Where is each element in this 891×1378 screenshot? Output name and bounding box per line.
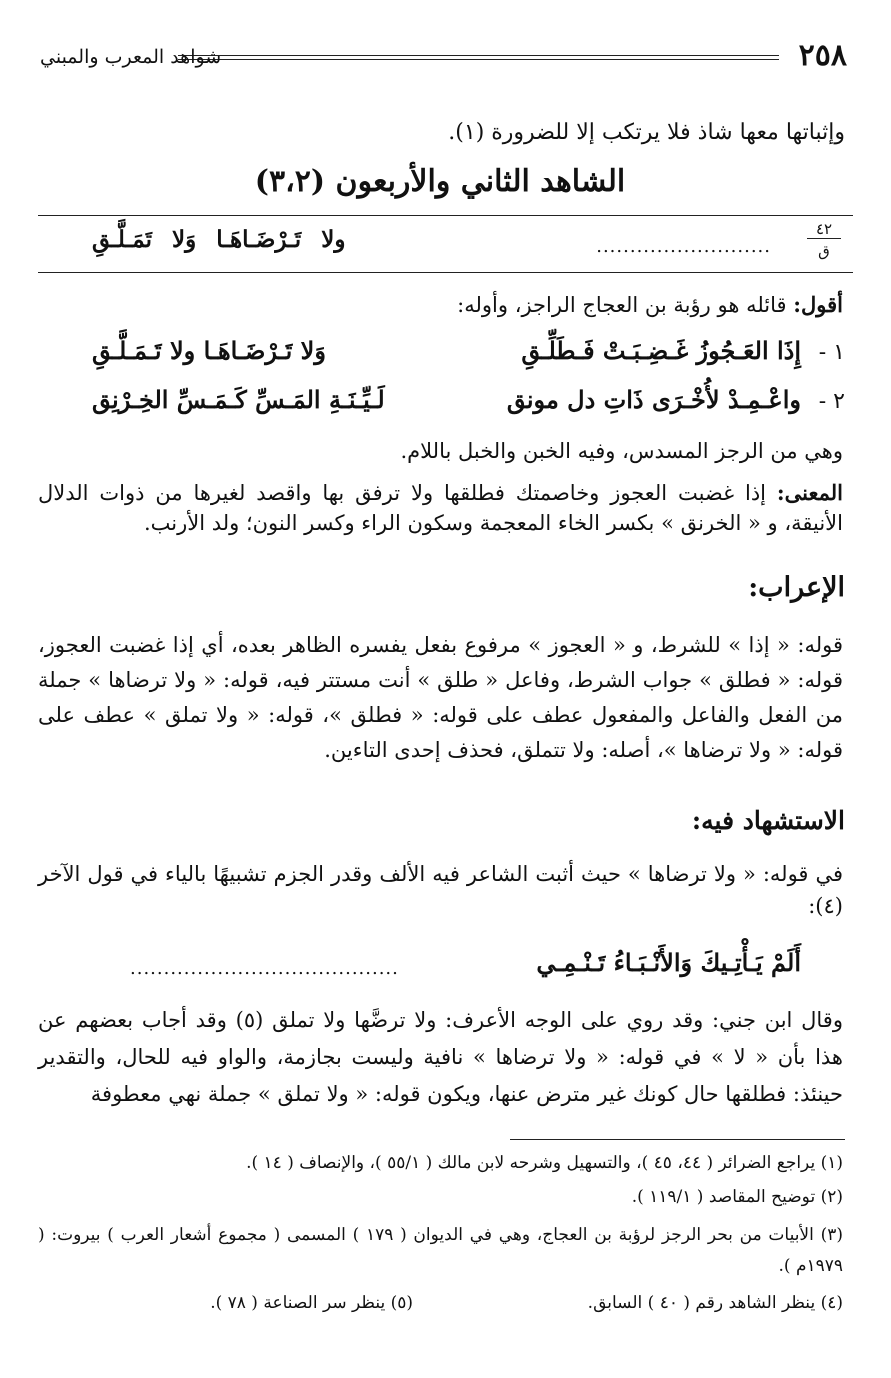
closing-paragraph: وقال ابن جني: وقد روي على الوجه الأعرف: ولا ترضَّها ولا تملق (٥) وقد أجاب بعضهم عن هذا بأن « لا » في قوله: « ولا ترضاها » نافية وليست بجازمة، والواو فيه للحال، والتقدير حينئذ: فطلقها حال كونك غير مترض عنها، ويكون قوله: « ولا تملق » جملة نهي معطوفة	[38, 1008, 843, 1106]
shahid-verse: ولا تَـرْضَـاهَـا وَلا تَمَـلَّـقِ	[92, 226, 346, 253]
footnote-1: (١) يراجع الضرائر ( ٤٤، ٤٥ )، والتسهيل وشرحه لابن مالك ( ٥٥/١ )، والإنصاف ( ١٤ ).	[246, 1153, 843, 1173]
meter-line: وهي من الرجز المسدس، وفيه الخبن والخبل باللام.	[400, 439, 843, 463]
shahid-box-top-rule	[38, 215, 853, 216]
verse-1-first-hemistich: إِذَا العَـجُوزُ غَـضِـبَـتْ فَـطَلِّـقِ	[521, 336, 801, 365]
shahid-dots: ..........................	[596, 236, 771, 257]
running-title: شواهد المعرب والمبني	[40, 46, 222, 68]
footnote-rule	[510, 1139, 845, 1140]
aqul-label: أقول:	[793, 292, 843, 317]
irab-heading: الإعراب:	[748, 572, 845, 603]
shahid-box-bottom-rule	[38, 272, 853, 273]
aqul-line	[457, 290, 843, 320]
aqul-text: قائله هو رؤبة بن العجاج الراجز، وأوله:	[457, 293, 794, 317]
verse-2-first-hemistich: واعْـمِـدْ لأُخْـرَى ذَاتِ دل مونق	[506, 385, 801, 414]
intro-line: وإثباتها معها شاذ فلا يرتكب إلا للضرورة (١).	[448, 120, 845, 145]
istishhad-heading: الاستشهاد فيه:	[691, 806, 845, 835]
verse-1-second-hemistich: وَلا تَـرْضَـاهَـا ولا تَـمَـلَّـقِ	[92, 336, 326, 365]
irab-paragraph: قوله: « إذا » للشرط، و « العجوز » مرفوع بفعل يفسره الظاهر بعده، أي إذا غضبت العجوز، قوله: « فطلق » جواب الشرط، وفاعل « طلق » أنت مستتر فيه، قوله: « ولا ترضاها » جملة من الفعل والفاعل والمفعول عطف على قوله: « فطلق »، قوله: « ولا تملق » عطف على قوله: « ولا ترضاها »، أصله: ولا تتملق، فحذف إحدى التاءين.	[38, 633, 843, 762]
footnote-2: (٢) توضيح المقاصد ( ١١٩/١ ).	[631, 1187, 843, 1207]
page-number: ٢٥٨	[798, 38, 847, 73]
meaning-paragraph	[38, 478, 843, 538]
footnote-3: (٣) الأبيات من بحر الرجز لرؤبة بن العجاج، وهي في الديوان ( ١٧٩ ) المسمى ( مجموع أشعار العرب ) بيروت: ( ١٩٧٩م ).	[38, 1225, 843, 1276]
shahid-number: ٤٢	[807, 220, 841, 239]
shahid-letter: ق	[818, 242, 830, 260]
verse-2-number: ٢ -	[818, 389, 845, 414]
istishhad-paragraph: في قوله: « ولا ترضاها » حيث أثبت الشاعر فيه الألف وقدر الجزم تشبيهًا بالياء في قول الآخر (٤):	[38, 862, 843, 918]
quote-dots: ........................................	[130, 958, 399, 979]
meaning-text: إذا غضبت العجوز وخاصمتك فطلقها ولا ترفق بها واقصد لغيرها من ذوات الدلال الأنيقة، و « الخرنق » بكسر الخاء المعجمة وسكون الراء وكسر النون؛ ولد الأرنب.	[38, 481, 843, 535]
verse-2-second-hemistich: لَـيِّـنَـةِ المَـسِّ كَـمَـسِّ الخِـرْنِق	[92, 385, 385, 414]
verse-1-number: ١ -	[818, 340, 845, 365]
shahid-title: الشاهد الثاني والأربعون (٣،٢)	[254, 164, 626, 199]
footnote-5: (٥) ينظر سر الصناعة ( ٧٨ ).	[210, 1293, 413, 1313]
footnote-4: (٤) ينظر الشاهد رقم ( ٤٠ ) السابق.	[587, 1293, 843, 1313]
meaning-label: المعنى:	[776, 480, 843, 505]
header-rule	[178, 55, 779, 60]
quote-verse: أَلَمْ يَـأْتِـيكَ وَالأَنْـبَـاءُ تَـنْـمِـي	[536, 948, 801, 977]
